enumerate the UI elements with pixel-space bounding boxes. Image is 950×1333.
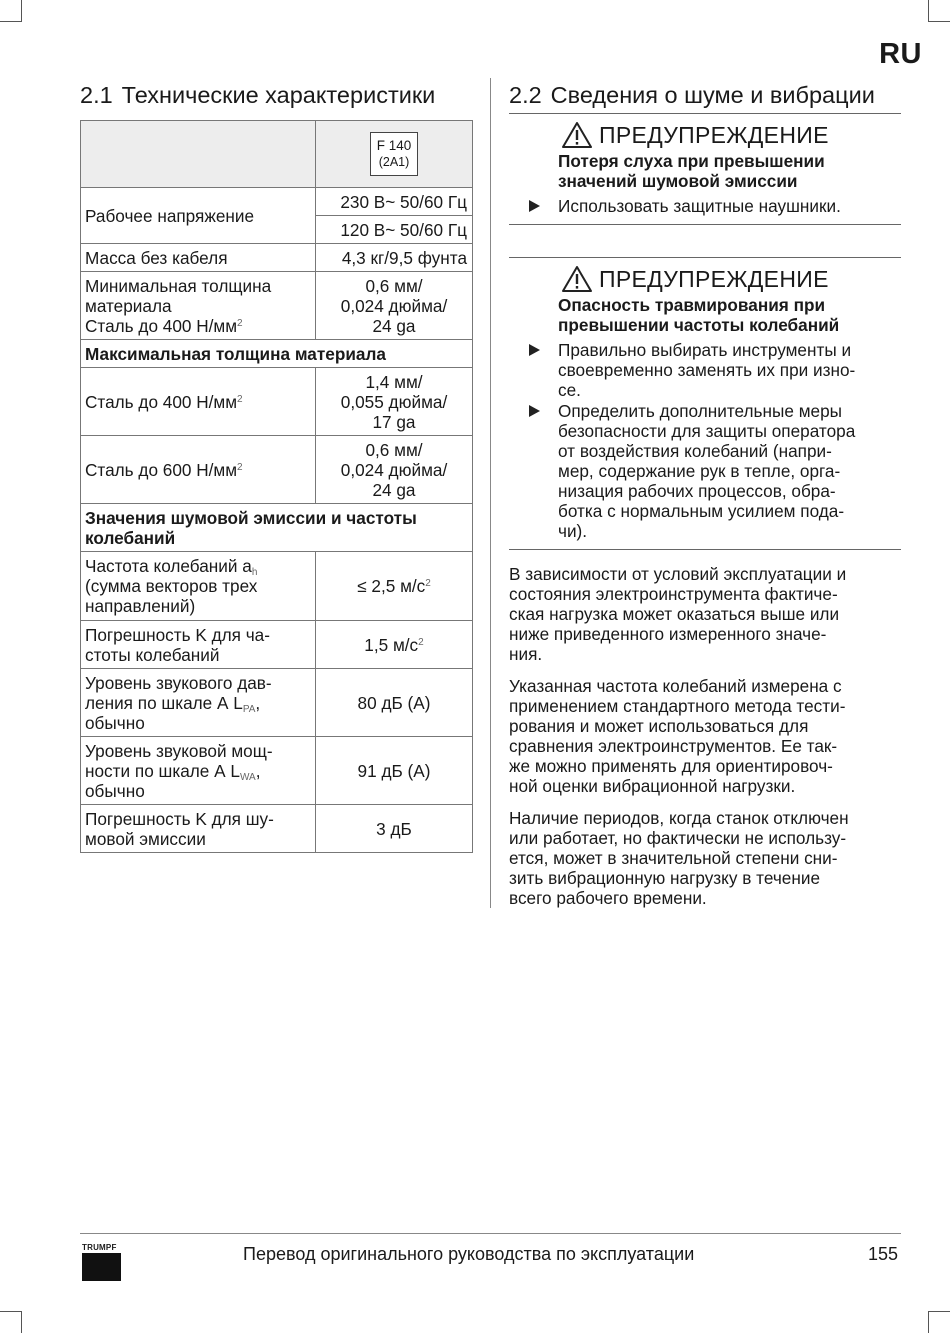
bullet-triangle-icon: [529, 405, 540, 417]
crop-mark: [928, 0, 929, 22]
crop-mark: [0, 1311, 22, 1312]
list-item-line: низация рабочих процессов, обра-: [558, 481, 836, 501]
crop-mark: [928, 1311, 929, 1333]
value-line: 0,6 мм/: [365, 439, 423, 460]
label-line: стоты колебаний: [85, 644, 220, 665]
section-heading: [509, 80, 901, 110]
paragraph-line: Указанная частота колебаний измерена с: [509, 676, 842, 696]
crop-mark: [21, 1311, 22, 1333]
table-row: [81, 368, 473, 436]
label-line: Минимальная толщина: [85, 275, 272, 296]
superscript: 2: [418, 636, 424, 648]
row-value: 91 дБ (А): [316, 737, 473, 805]
list-item-line: своевременно заменять их при изно-: [558, 360, 856, 380]
row-value: [316, 272, 473, 340]
superscript: 2: [237, 317, 243, 329]
section-header-row: [81, 504, 473, 552]
label-text: Частота колебаний a: [85, 556, 252, 576]
value-text: 1,5 м/с: [364, 634, 419, 655]
crop-mark: [0, 21, 22, 22]
column-divider: [490, 78, 491, 908]
list-item: [509, 401, 901, 541]
paragraph-line: Наличие периодов, когда станок отключен: [509, 808, 849, 828]
logo-text: TRUMPF: [82, 1243, 117, 1252]
row-value: 120 В~ 50/60 Гц: [316, 216, 473, 244]
section-number: 2.1: [80, 82, 113, 108]
row-value: [316, 436, 473, 504]
subtitle-line: Потеря слуха при превышении: [558, 151, 825, 171]
warning-triangle-icon: [561, 121, 593, 149]
bullet-triangle-icon: [529, 344, 540, 356]
value-line: 1,4 мм/: [365, 371, 423, 392]
table-header-row: [81, 121, 473, 188]
row-label: [81, 669, 316, 737]
warning-triangle-icon: [561, 265, 593, 293]
label-line: [85, 761, 311, 781]
paragraph-line: рования и может использоваться для: [509, 716, 809, 736]
value-line: 0,024 дюйма/: [340, 459, 448, 480]
section-header: [81, 504, 473, 552]
warning-box-vibration: [509, 257, 901, 550]
paragraph-line: ниже приведенного измеренного значе-: [509, 624, 827, 644]
label-line: обычно: [85, 712, 145, 733]
label-line: Уровень звукового дав-: [85, 672, 272, 693]
row-value: 4,3 кг/9,5 фунта: [316, 244, 473, 272]
subscript: PA: [242, 703, 256, 715]
value-line: 24 ga: [372, 315, 416, 336]
logo-block: [82, 1253, 121, 1281]
row-label: Рабочее напряжение: [81, 188, 316, 244]
table-row: [81, 272, 473, 340]
crop-mark: [928, 21, 950, 22]
label-line: [85, 556, 311, 576]
label-text: ,: [255, 760, 261, 781]
warning-header: [509, 264, 901, 294]
section-heading: [80, 80, 473, 110]
warning-list: [509, 196, 901, 216]
row-label: [81, 805, 316, 853]
table-row: [81, 737, 473, 805]
table-row: [81, 621, 473, 669]
list-item-line: безопасности для защиты оператора: [558, 421, 856, 441]
paragraph-line: применением стандартного метода тести-: [509, 696, 846, 716]
paragraph-line: В зависимости от условий эксплуатации и: [509, 564, 847, 584]
label-text: Сталь до 400 Н/мм: [85, 391, 238, 412]
paragraph-line: или работает, но фактически не использу-: [509, 828, 847, 848]
page-number: 155: [867, 1244, 898, 1264]
row-label: [81, 368, 316, 436]
label-line: (сумма векторов трех: [85, 576, 258, 596]
label-text: ,: [255, 692, 261, 713]
section-header-row: [81, 340, 473, 368]
superscript: 2: [237, 393, 243, 405]
spec-table: [80, 120, 473, 853]
model-label-box: [370, 132, 419, 176]
bullet-triangle-icon: [529, 200, 540, 212]
footer-rule: [80, 1233, 901, 1234]
row-label: [81, 737, 316, 805]
paragraph-line: ется, может в значительной степени сни-: [509, 848, 838, 868]
list-item-line: Определить дополнительные меры: [558, 401, 842, 421]
label-line: [85, 316, 311, 336]
list-item-line: мер, содержание рук в тепле, орга-: [558, 461, 841, 481]
crop-mark: [21, 0, 22, 22]
list-item-text: Использовать защитные наушники.: [558, 196, 841, 216]
list-item-line: се.: [558, 380, 581, 400]
paragraph-line: зить вибрационную нагрузку в течение: [509, 868, 821, 888]
section-title: Технические характеристики: [121, 82, 436, 108]
label-text: ления по шкале А L: [85, 692, 243, 713]
value-line: 0,024 дюйма/: [340, 295, 448, 316]
table-row: [81, 244, 473, 272]
row-value: 3 дБ: [316, 805, 473, 853]
label-line: Уровень звуковой мощ-: [85, 740, 273, 761]
label-text: ности по шкале А L: [85, 760, 240, 781]
row-label: [81, 621, 316, 669]
model-code: (2A1): [378, 155, 410, 169]
superscript: 2: [425, 578, 431, 589]
header-empty-cell: [81, 121, 316, 188]
body-paragraph: [509, 676, 901, 796]
warning-subtitle: [509, 295, 901, 335]
list-item-line: Правильно выбирать инструменты и: [558, 340, 852, 360]
warning-title: ПРЕДУПРЕЖДЕНИЕ: [599, 265, 829, 292]
body-paragraph: [509, 564, 901, 664]
value-line: 24 ga: [372, 479, 416, 500]
table-row: [81, 552, 473, 621]
model-name: F 140: [376, 138, 412, 153]
subtitle-line: превышении частоты колебаний: [558, 315, 840, 335]
label-line: Погрешность K для шу-: [85, 808, 274, 829]
label-text: Сталь до 400 Н/мм: [85, 315, 238, 336]
list-item: [509, 196, 901, 216]
label-text: Сталь до 600 Н/мм: [85, 459, 238, 480]
table-row: [81, 188, 473, 216]
section-header: Максимальная толщина материала: [81, 340, 473, 368]
paragraph-line: состояния электроинструмента фактиче-: [509, 584, 838, 604]
label-line: Погрешность K для ча-: [85, 624, 270, 645]
warning-list: [509, 340, 901, 541]
row-label: [81, 272, 316, 340]
list-item-line: чи).: [558, 521, 588, 541]
warning-subtitle: [509, 151, 901, 191]
label-line: направлений): [85, 596, 196, 616]
header-line: колебаний: [85, 527, 176, 548]
list-item-line: ботка с нормальным усилием пода-: [558, 501, 845, 521]
row-value: [316, 621, 473, 669]
label-line: [85, 693, 311, 713]
value-text: ≤ 2,5 м/с: [357, 576, 426, 596]
row-label: [81, 552, 316, 621]
warning-title: ПРЕДУПРЕЖДЕНИЕ: [599, 121, 829, 148]
section-title: Сведения о шуме и вибрации: [550, 82, 875, 108]
list-item: [509, 340, 901, 400]
warning-header: [509, 120, 901, 150]
value-line: 17 ga: [372, 411, 416, 432]
row-value: [316, 368, 473, 436]
label-line: обычно: [85, 780, 145, 801]
paragraph-line: всего рабочего времени.: [509, 888, 707, 908]
subscript: WA: [239, 771, 256, 783]
section-number: 2.2: [509, 82, 542, 108]
label-line: мовой эмиссии: [85, 828, 206, 849]
row-value: [316, 552, 473, 621]
crop-mark: [928, 1311, 950, 1312]
paragraph-line: ной оценки вибрационной нагрузки.: [509, 776, 796, 796]
table-row: [81, 669, 473, 737]
label-line: материала: [85, 295, 172, 316]
noise-vibration-section: [509, 80, 901, 908]
header-line: Значения шумовой эмиссии и частоты: [85, 507, 417, 528]
value-line: 0,6 мм/: [365, 275, 423, 296]
model-cell: [316, 121, 473, 188]
subtitle-line: значений шумовой эмиссии: [558, 171, 798, 191]
value-line: 0,055 дюйма/: [340, 391, 448, 412]
paragraph-line: ская нагрузка может оказаться выше или: [509, 604, 840, 624]
row-value: 80 дБ (А): [316, 669, 473, 737]
superscript: 2: [237, 461, 243, 473]
row-value: 230 В~ 50/60 Гц: [316, 188, 473, 216]
language-badge: RU: [879, 38, 922, 70]
table-row: [81, 436, 473, 504]
warning-box-hearing: [509, 113, 901, 225]
paragraph-line: сравнения электроинструментов. Ее так-: [509, 736, 838, 756]
technical-specs-section: [80, 80, 473, 853]
row-label: [81, 436, 316, 504]
paragraph-line: ния.: [509, 644, 543, 664]
body-paragraph: [509, 808, 901, 908]
subscript: h: [251, 567, 258, 578]
paragraph-line: же можно применять для ориентировоч-: [509, 756, 833, 776]
subtitle-line: Опасность травмирования при: [558, 295, 826, 315]
footer-title: Перевод оригинального руководства по эксплуатации: [243, 1244, 695, 1264]
list-item-line: от воздействия колебаний (напри-: [558, 441, 832, 461]
row-label: Масса без кабеля: [81, 244, 316, 272]
table-row: [81, 805, 473, 853]
trumpf-logo: [82, 1243, 122, 1281]
